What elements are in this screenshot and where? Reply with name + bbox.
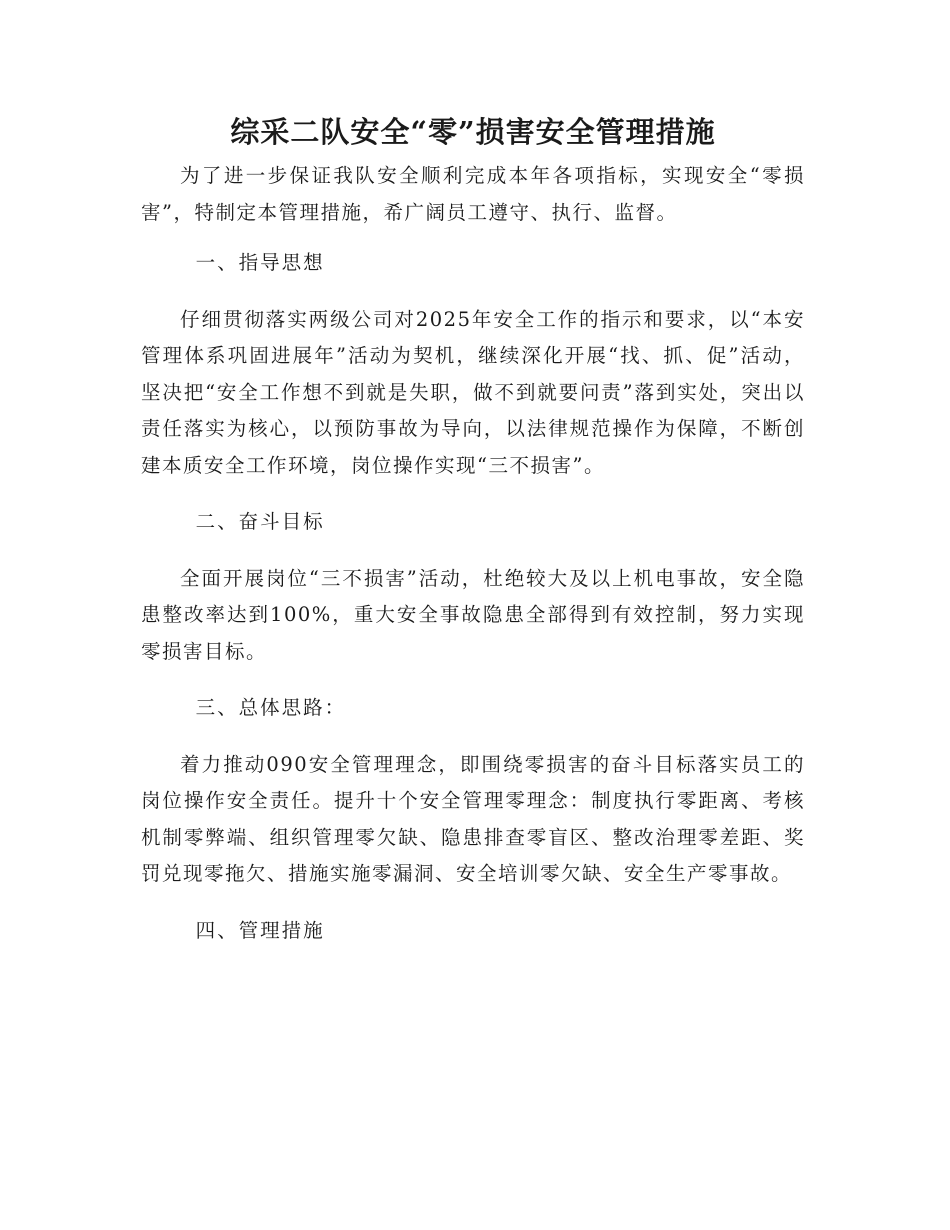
spacer: [141, 231, 805, 245]
section-heading-management-measures: 四、管理措施: [195, 918, 325, 942]
spacer: [141, 670, 805, 690]
section-body-overall-approach: 着力推动090安全管理理念，即围绕零损害的奋斗目标落实员工的岗位操作安全责任。提升十个安全管理零理念：制度执行零距离、考核机制零弊端、组织管理零欠缺、隐患排查零盲区、整改治理零差距、奖罚兑现零拖欠、措施实施零漏洞、安全培训零欠缺、安全生产零事故。: [141, 752, 805, 885]
spacer: [141, 282, 805, 302]
section-heading-overall-approach: 三、总体思路：: [195, 696, 347, 719]
section-body-guiding-ideology: 仔细贯彻落实两级公司对2025年安全工作的指示和要求，以“本安管理体系巩固进展年”活动为契机，继续深化开展“找、抓、促”活动，坚决把“安全工作想不到就是失职，做不到就要问责”落到实处，突出以责任落实为核心，以预防事故为导向，以法律规范操作为保障，不断创建本质安全工作环境，岗位操作实现“三不损害”。: [141, 307, 805, 477]
spacer: [141, 484, 805, 504]
section-heading-guiding-ideology: 一、指导思想: [195, 251, 325, 274]
document-title: 综采二队安全“零”损害安全管理措施: [230, 115, 716, 149]
spacer: [141, 893, 805, 913]
spacer: [141, 727, 805, 747]
section-heading-goals: 二、奋斗目标: [195, 510, 325, 533]
section-body-goals: 全面开展岗位“三不损害”活动，杜绝较大及以上机电事故，安全隐患整改率达到100%，重大安全事故隐患全部得到有效控制，努力实现零损害目标。: [141, 566, 805, 663]
document-page: [141, 108, 805, 949]
spacer: [141, 541, 805, 561]
intro-paragraph: 为了进一步保证我队安全顺利完成本年各项指标，实现安全“零损害”，特制定本管理措施，希广阔员工遵守、执行、监督。: [141, 164, 805, 224]
